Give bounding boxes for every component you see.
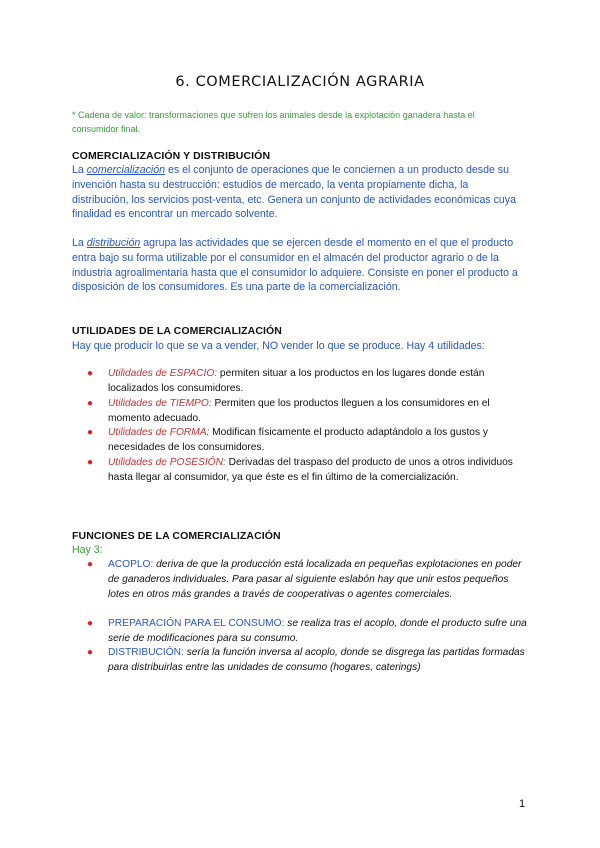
item-text: deriva de que la producción está localizada en pequeñas explotaciones en poder de ganaderos individuales. Para pasar al siguiente eslabón hay que unir estos pequeños lotes en otros más grandes a través de cooperativas o agentes comerciales. [108,559,522,600]
list-item [108,558,528,602]
value-chain-note: * Cadena de valor: transformaciones que sufren los animales desde la explotación ganadera hasta el consumidor final. [72,110,475,134]
item-label: Utilidades de POSESIÓN: [108,457,226,468]
list-item [108,397,528,427]
term-distribucion: distribución [86,237,141,249]
paragraph-distribucion [72,236,520,295]
item-label: PREPARACIÓN PARA EL CONSUMO: [108,618,285,629]
item-label: DISTRIBUCIÓN: [108,647,184,658]
bullet-icon: ● [87,427,94,438]
list-item [108,367,528,397]
para-body: es el conjunto de operaciones que le conciernen a un producto desde su invención hasta su destrucción: estudios de mercado, la venta propiamente dicha, la distribución, los servicios post-venta, etc. Genera un conjunto de actividades económicas cuya finalidad es encontrar un mercado solvente. [72,164,516,221]
list-item [108,617,528,647]
page-title: 6. COMERCIALIZACIÓN AGRARIA [175,74,425,90]
page-number: 1 [519,798,526,810]
bullet-icon: ● [87,647,94,658]
item-label: Utilidades de FORMA: [108,427,210,438]
section-heading-utilidades: UTILIDADES DE LA COMERCIALIZACIÓN [72,325,282,337]
bullet-icon: ● [87,618,94,629]
item-label: ACOPLO: [108,559,154,570]
bullet-icon: ● [87,559,94,570]
bullet-icon: ● [87,368,94,379]
section-heading-comercializacion: COMERCIALIZACIÓN Y DISTRIBUCIÓN [72,150,271,162]
list-item [108,426,528,456]
list-item [108,456,528,486]
item-label: Utilidades de TIEMPO: [108,398,212,409]
list-item [108,646,528,676]
item-text: Modifican físicamente el producto adaptándolo a los gustos y necesidades de los consumidores. [108,427,488,453]
para-prefix: La [72,237,87,249]
item-text: sería la función inversa al acoplo, donde se disgrega las partidas formadas para distribuirlas entre las unidades de consumo (hogares, caterings) [108,647,525,673]
funciones-intro: Hay 3: [72,544,103,556]
item-text: Derivadas del traspaso del producto de unos a otros individuos hasta llegar al consumidor, ya que éste es el fin último de la comercialización. [108,457,513,483]
term-comercializacion: comercialización [86,164,166,176]
item-text: Permiten que los productos lleguen a los consumidores en el momento adecuado. [108,398,490,424]
item-text: permiten situar a los productos en los lugares donde están localizados los consumidores. [108,368,485,394]
bullet-icon: ● [87,398,94,409]
para-body: agrupa las actividades que se ejercen desde el momento en el que el producto entra bajo su forma utilizable por el consumidor en el almacén del productor agrario o de la industria agroalimentaria hasta que el consumidor lo adquiere. Consiste en poner el producto a disposición de los consumidores. Es una parte de la comercialización. [72,237,518,294]
para-prefix: La [72,164,87,176]
item-label: Utilidades de ESPACIO: [108,368,218,379]
paragraph-comercializacion [72,163,520,222]
utilidades-intro: Hay que producir lo que se va a vender, NO vender lo que se produce. Hay 4 utilidades: [72,340,485,352]
bullet-icon: ● [87,457,94,468]
section-heading-funciones: FUNCIONES DE LA COMERCIALIZACIÓN [72,530,281,542]
item-text: se realiza tras el acoplo, donde el producto sufre una serie de modificaciones para su consumo. [108,618,527,644]
